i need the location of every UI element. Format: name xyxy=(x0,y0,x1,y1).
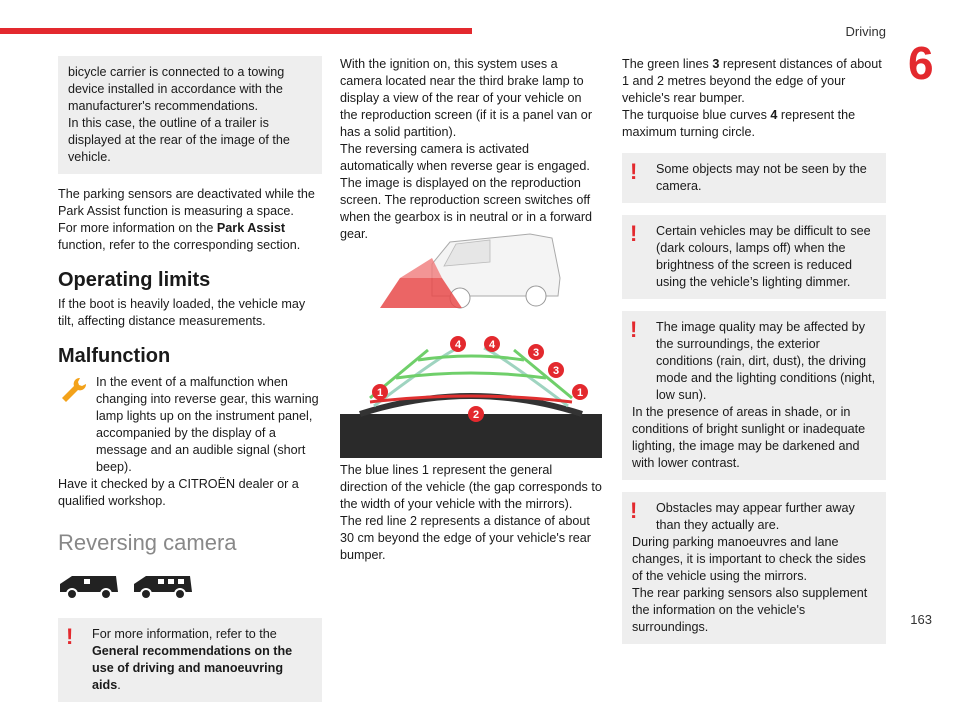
warning-exclamation-icon: ! xyxy=(630,498,638,523)
svg-text:1: 1 xyxy=(576,387,584,399)
box-text: bicycle carrier is connected to a towing device installed in accordance with the manufacturer's recommendations. xyxy=(68,65,285,113)
svg-text:4: 4 xyxy=(454,339,462,351)
warning-exclamation-icon: ! xyxy=(630,221,638,246)
malfunction-block xyxy=(58,374,322,510)
warning-note-3: ! The image quality may be affected by the surroundings, the exterior conditions (rain, dirt, dust), the driving mode and the lighting conditions (night, low sun). In the presence of areas in shade, or in conditions of bright sunlight or inadequate lighting, the image may be darkened and with lower contrast. xyxy=(622,311,886,480)
marker-4-left xyxy=(450,336,466,352)
heading-malfunction: Malfunction xyxy=(58,345,171,367)
camera-activation-text: The reversing camera is activated automatically when reverse gear is engaged. The image is displayed on the reproduction screen. The reproduction screen switches off when the gearbox is in neutral or in a forward gear. xyxy=(340,142,593,241)
marker-1-left xyxy=(372,384,388,400)
malfunction-text: In the event of a malfunction when changing into reverse gear, this warning lamp lights up on the instrument panel, accompanied by the display of a message and an audible signal (short beep). xyxy=(96,375,319,474)
warning-exclamation-icon: ! xyxy=(630,159,638,184)
van-illustration xyxy=(380,234,560,308)
marker-2 xyxy=(468,406,484,422)
svg-text:3: 3 xyxy=(532,347,540,359)
red-line-text: The red line 2 represents a distance of about 30 cm beyond the edge of your vehicle's rear bumper. xyxy=(340,514,591,562)
passenger-van-icon xyxy=(132,572,194,600)
warning-exclamation-icon: ! xyxy=(630,317,638,342)
column-middle-lower xyxy=(340,462,602,564)
park-assist-paragraph xyxy=(58,186,322,254)
info-note xyxy=(58,618,322,702)
continued-note-box xyxy=(58,56,322,174)
wrench-warning-icon xyxy=(58,374,90,406)
column-right xyxy=(622,56,886,656)
warning-exclamation-icon: ! xyxy=(66,624,74,649)
heading-reversing-camera: Reversing camera xyxy=(58,530,237,555)
marker-3-top xyxy=(528,344,544,360)
box-text-2: In this case, the outline of a trailer is displayed at the rear of the image of the vehicle. xyxy=(68,116,290,164)
park-assist-text: The parking sensors are deactivated while the Park Assist function is measuring a space. xyxy=(58,187,315,218)
info-note-text: For more information, refer to the General recommendations on the use of driving and manoeuvring aids. xyxy=(92,627,293,692)
svg-text:3: 3 xyxy=(552,365,560,377)
camera-intro-text: With the ignition on, this system uses a camera located near the third brake lamp to display a view of the rear of your vehicle on the reproduction screen (if it is a panel van or has a solid partition). xyxy=(340,57,593,139)
reversing-camera-illustration xyxy=(340,228,602,458)
marker-1-right xyxy=(572,384,588,400)
marker-4-right xyxy=(484,336,500,352)
vehicle-icons xyxy=(58,572,322,600)
turquoise-curves-text: The turquoise blue curves 4 represent the maximum turning circle. xyxy=(622,108,856,139)
green-lines-text: The green lines 3 represent distances of about 1 and 2 metres beyond the edge of your vehicle's rear bumper. xyxy=(622,57,882,105)
section-title: Driving xyxy=(845,24,886,39)
park-assist-bold: Park Assist xyxy=(216,221,286,235)
svg-text:2: 2 xyxy=(472,409,480,421)
warning-note-2: ! Certain vehicles may be difficult to see (dark colours, lamps off) when the brightness of the screen is reduced using the vehicle’s lighting dimmer. xyxy=(622,215,886,299)
blue-lines-text: The blue lines 1 represent the general direction of the vehicle (the gap corresponds to the width of your vehicle with the mirrors). xyxy=(340,463,602,511)
marker-3-bottom xyxy=(548,362,564,378)
info-note-bold: General recommendations on the use of driving and manoeuvring aids xyxy=(92,644,293,692)
malfunction-text-2: Have it checked by a CITROËN dealer or a qualified workshop. xyxy=(58,477,299,508)
header-accent-bar xyxy=(0,28,472,34)
park-assist-ref: For more information on the Park Assist function, refer to the corresponding section. xyxy=(58,221,301,252)
warning-note-1: ! Some objects may not be seen by the camera. xyxy=(622,153,886,203)
panel-van-icon xyxy=(58,572,120,600)
chapter-number: 6 xyxy=(908,37,934,89)
column-middle xyxy=(340,56,602,243)
operating-limits-text: If the boot is heavily loaded, the vehicle may tilt, affecting distance measurements. xyxy=(58,297,306,328)
column-left xyxy=(58,56,322,714)
heading-operating-limits: Operating limits xyxy=(58,269,211,291)
svg-text:4: 4 xyxy=(488,339,496,351)
page-number: 163 xyxy=(910,612,932,627)
warning-note-4: ! Obstacles may appear further away than they actually are. During parking manoeuvres and lane changes, it is important to check the sides of the vehicle using the mirrors. The rear parking sensors also supplement the information on the vehicle's surroundings. xyxy=(622,492,886,644)
svg-text:1: 1 xyxy=(376,387,384,399)
